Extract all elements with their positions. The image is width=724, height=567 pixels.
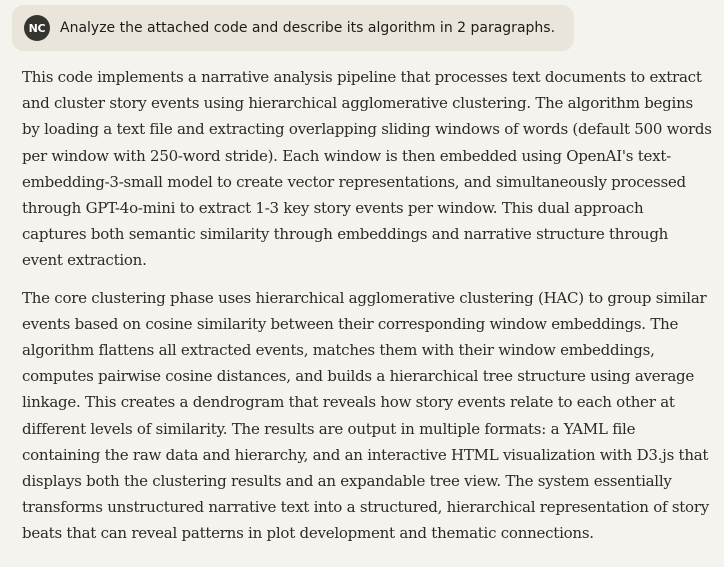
response-paragraph-1: This code implements a narrative analysis pipeline that processes text documents to extract and cluster story events using hierarchical agglomerative clustering. The algorithm begins by loading a text file and extracting overlapping sliding windows of words (default 500 words per window with 250-word stride). Each window is then embedded using OpenAI's text-embedding-3-small model to create vector representations, and simultaneously processed through GPT-4o-mini to extract 1-3 key story events per window. This dual approach captures both semantic similarity through embeddings and narrative structure through event extraction. <box>22 68 712 270</box>
user-message-bubble <box>12 5 574 51</box>
user-avatar: NC <box>24 15 50 41</box>
assistant-response <box>22 64 712 558</box>
user-message-text: Analyze the attached code and describe its algorithm in 2 paragraphs. <box>60 20 556 36</box>
response-paragraph-2: The core clustering phase uses hierarchical agglomerative clustering (HAC) to group similar events based on cosine similarity between their corresponding window embeddings. The algorithm flattens all extracted events, matches them with their window embeddings, computes pairwise cosine distances, and builds a hierarchical tree structure using average linkage. This creates a dendrogram that reveals how story events relate to each other at different levels of similarity. The results are output in multiple formats: a YAML file containing the raw data and hierarchy, and an interactive HTML visualization with D3.js that displays both the clustering results and an expandable tree view. The system essentially transforms unstructured narrative text into a structured, hierarchical representation of story beats that can reveal patterns in plot development and thematic connections. <box>22 288 709 543</box>
